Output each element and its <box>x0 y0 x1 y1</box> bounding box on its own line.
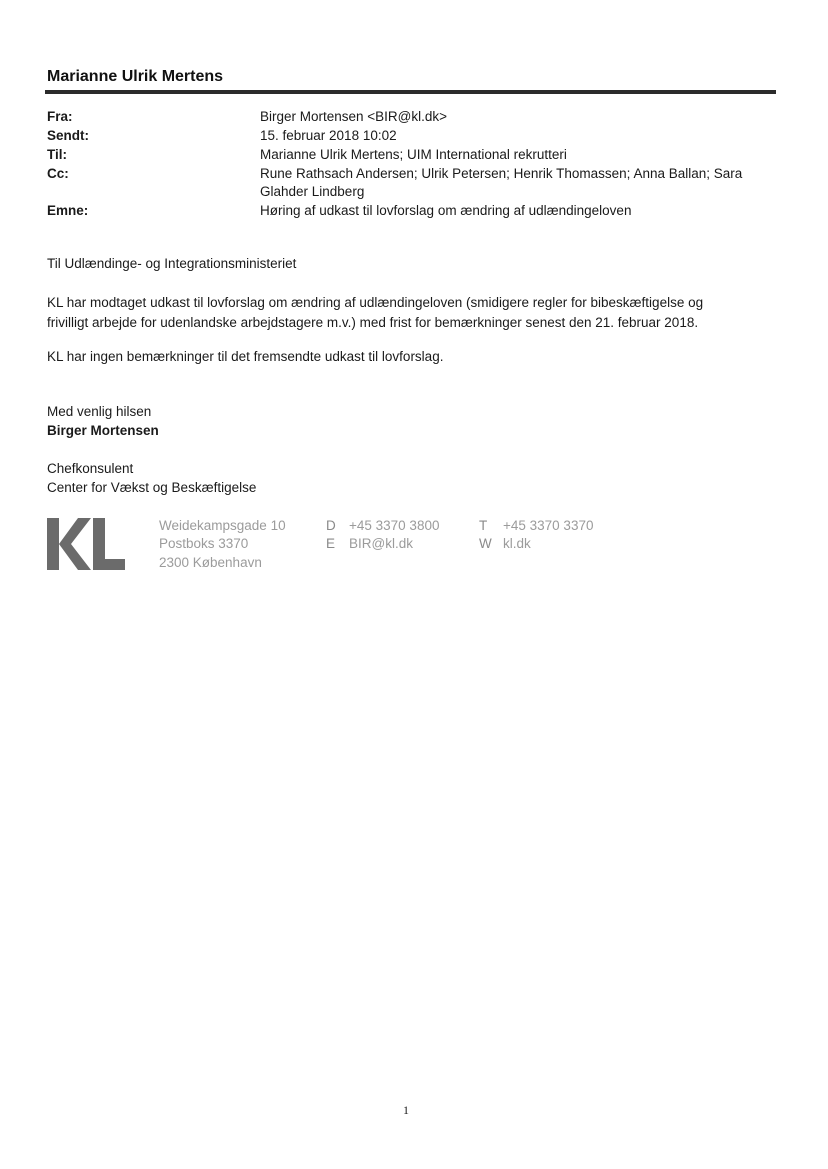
cc-value: Rune Rathsach Andersen; Ulrik Petersen; Henrik Thomassen; Anna Ballan; Sara <box>260 166 743 181</box>
subject-value: Høring af udkast til lovforslag om ændring af udlændingeloven <box>260 203 632 218</box>
email-label: E <box>326 536 336 551</box>
header-divider <box>45 90 776 94</box>
direct-phone-value: +45 3370 3800 <box>349 518 440 533</box>
main-phone-label: T <box>479 518 488 533</box>
page-number: 1 <box>403 1103 409 1117</box>
cc-value-cont: Glahder Lindberg <box>260 184 365 199</box>
direct-phone-label: D <box>326 518 336 533</box>
to-label: Til: <box>47 147 67 162</box>
paragraph-1-line-2: frivilligt arbejde for udenlandske arbejdstagere m.v.) med frist for bemærkninger senest den 21. februar 2018. <box>47 315 699 330</box>
address-line-3: 2300 København <box>159 555 262 570</box>
recipient-name-header: Marianne Ulrik Mertens <box>47 68 224 85</box>
sent-value: 15. februar 2018 10:02 <box>260 128 397 143</box>
signer-department: Center for Vækst og Beskæftigelse <box>47 480 257 495</box>
subject-label: Emne: <box>47 203 89 218</box>
sent-label: Sendt: <box>47 128 89 143</box>
signer-name: Birger Mortensen <box>47 423 159 438</box>
kl-logo <box>47 518 125 570</box>
signer-title: Chefkonsulent <box>47 461 134 476</box>
greeting: Til Udlændinge- og Integrationsministeriet <box>47 256 297 271</box>
from-value: Birger Mortensen <BIR@kl.dk> <box>260 109 448 124</box>
website-value[interactable]: kl.dk <box>503 536 531 551</box>
main-phone-value: +45 3370 3370 <box>503 518 594 533</box>
to-value: Marianne Ulrik Mertens; UIM International rekrutteri <box>260 147 567 162</box>
paragraph-2: KL har ingen bemærkninger til det fremsendte udkast til lovforslag. <box>47 349 444 364</box>
website-label: W <box>479 536 492 551</box>
address-line-2: Postboks 3370 <box>159 536 249 551</box>
address-line-1: Weidekampsgade 10 <box>159 518 286 533</box>
cc-label: Cc: <box>47 166 69 181</box>
paragraph-1-line-1: KL har modtaget udkast til lovforslag om ændring af udlændingeloven (smidigere regler for bibeskæftigelse og <box>47 295 704 310</box>
closing: Med venlig hilsen <box>47 404 152 419</box>
from-label: Fra: <box>47 109 73 124</box>
email-value[interactable]: BIR@kl.dk <box>349 536 413 551</box>
